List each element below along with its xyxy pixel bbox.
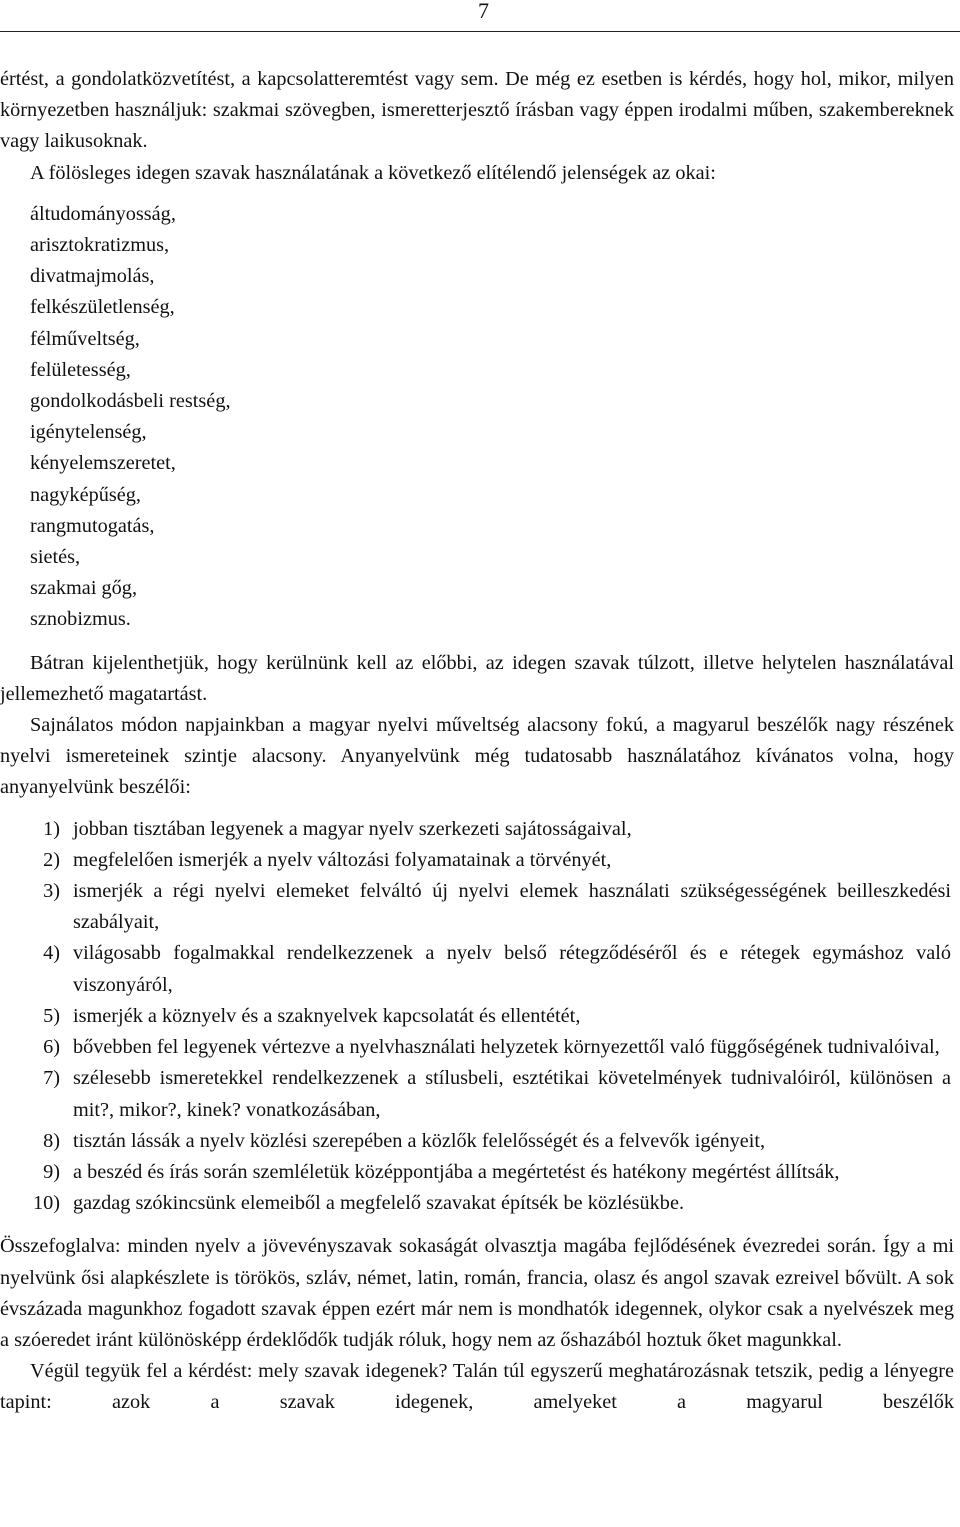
item-text: a beszéd és írás során szemléletük középpontjába a megértetést és hatékony megértést állítsák,	[73, 1160, 840, 1183]
item-text: bővebben fel legyenek vértezve a nyelvhasználati helyzetek környezettől való függőségének tudnivalóival,	[73, 1036, 940, 1059]
list-item: divatmajmolás,	[30, 265, 155, 288]
numbered-item	[0, 1001, 954, 1032]
item-number: 4)	[43, 942, 60, 965]
paragraph-intro: értést, a gondolatközvetítést, a kapcsolatteremtést vagy sem. De még ez esetben is kérdés, hogy hol, mikor, milyen környezetben használjuk: szakmai szövegben, ismeretterjesztő írásban vagy éppen irodalmi műben, szakembereknek vagy laikusoknak.	[0, 68, 954, 153]
numbered-item	[0, 845, 954, 876]
paragraph-causes-lead: A fölösleges idegen szavak használatának a következő elítélendő jelenségek az okai:	[30, 161, 716, 184]
numbered-item	[0, 1188, 954, 1219]
causes-list	[0, 199, 954, 636]
item-number: 2)	[43, 848, 60, 871]
page-body	[0, 64, 954, 1419]
list-item: felkészületlenség,	[30, 296, 175, 319]
item-number: 10)	[32, 1192, 60, 1215]
item-text: világosabb fogalmakkal rendelkezzenek a nyelv belső rétegződéséről és e rétegek egymáshoz való viszonyáról,	[73, 942, 951, 996]
list-item: félműveltség,	[30, 327, 140, 350]
item-text: ismerjék a régi nyelvi elemeket felváltó új nyelvi elemek használati szükségességének beilleszkedési szabályait,	[73, 880, 951, 934]
item-text: gazdag szókincsünk elemeiből a megfelelő szavakat építsék be közlésükbe.	[73, 1192, 685, 1215]
item-text: megfelelően ismerjék a nyelv változási folyamatainak a törvényét,	[73, 848, 612, 871]
numbered-item	[0, 1063, 954, 1125]
paragraph-literacy: Sajnálatos módon napjainkban a magyar nyelvi műveltség alacsony fokú, a magyarul beszélők nagy részének nyelvi ismereteinek szintje alacsony. Anyanyelvünk még tudatosabb használatához kívánatos volna, hogy anyanyelvünk beszélői:	[0, 714, 954, 799]
list-item: gondolkodásbeli restség,	[30, 390, 231, 413]
item-number: 5)	[43, 1004, 60, 1027]
list-item: sznobizmus.	[30, 608, 131, 631]
numbered-item	[0, 938, 954, 1000]
item-number: 1)	[43, 817, 60, 840]
item-number: 6)	[43, 1036, 60, 1059]
list-item: nagyképűség,	[30, 483, 141, 506]
numbered-item	[0, 1032, 954, 1063]
list-item: igénytelenség,	[30, 421, 147, 444]
item-text: szélesebb ismeretekkel rendelkezzenek a stílusbeli, esztétikai követelmények tudnivalóiról, különösen a mit?, mikor?, kinek? vonatkozásában,	[73, 1067, 951, 1121]
numbered-item	[0, 876, 954, 938]
list-item: áltudományosság,	[30, 202, 176, 225]
list-item: arisztokratizmus,	[30, 234, 170, 257]
list-item: kényelemszeretet,	[30, 452, 176, 475]
numbered-item	[0, 1157, 954, 1188]
list-item: szakmai gőg,	[30, 577, 138, 600]
item-number: 7)	[43, 1067, 60, 1090]
requirements-list	[0, 814, 954, 1220]
list-item: rangmutogatás,	[30, 514, 155, 537]
page-number: 7	[478, 0, 489, 23]
item-number: 3)	[43, 880, 60, 903]
paragraph-question: Végül tegyük fel a kérdést: mely szavak idegenek? Talán túl egyszerű meghatározásnak tetszik, pedig a lényegre tapint: azok a szavak idegenek, amelyeket a magyarul beszélők	[0, 1360, 954, 1414]
item-text: jobban tisztában legyenek a magyar nyelv szerkezeti sajátosságaival,	[73, 817, 632, 840]
item-text: ismerjék a köznyelv és a szaknyelvek kapcsolatát és ellentétét,	[73, 1004, 581, 1027]
list-item: felületesség,	[30, 358, 131, 381]
item-text: tisztán lássák a nyelv közlési szerepében a közlők felelősségét és a felvevők igényeit,	[73, 1129, 766, 1152]
paragraph-avoid: Bátran kijelenthetjük, hogy kerülnünk kell az előbbi, az idegen szavak túlzott, illetve helytelen használatával jellemezhető magatartást.	[0, 651, 954, 705]
item-number: 8)	[43, 1129, 60, 1152]
header-rule	[0, 31, 960, 32]
paragraph-summary: Összefoglalva: minden nyelv a jövevényszavak sokaságát olvasztja magába fejlődésének évezredei során. Így a mi nyelvünk ősi alapkészlete is törökös, szláv, német, latin, román, francia, olasz és angol szavak ezreivel bővült. A sok évszázada magunkhoz fogadott szavak éppen ezért már nem is mondhatók idegennek, olykor csak a nyelvészek meg a szóeredet iránt különösképp érdeklődők tudják róluk, hogy nem az őshazából hoztuk őket magunkkal.	[0, 1235, 954, 1351]
item-number: 9)	[43, 1160, 60, 1183]
numbered-item	[0, 814, 954, 845]
list-item: sietés,	[30, 546, 81, 569]
numbered-item	[0, 1126, 954, 1157]
